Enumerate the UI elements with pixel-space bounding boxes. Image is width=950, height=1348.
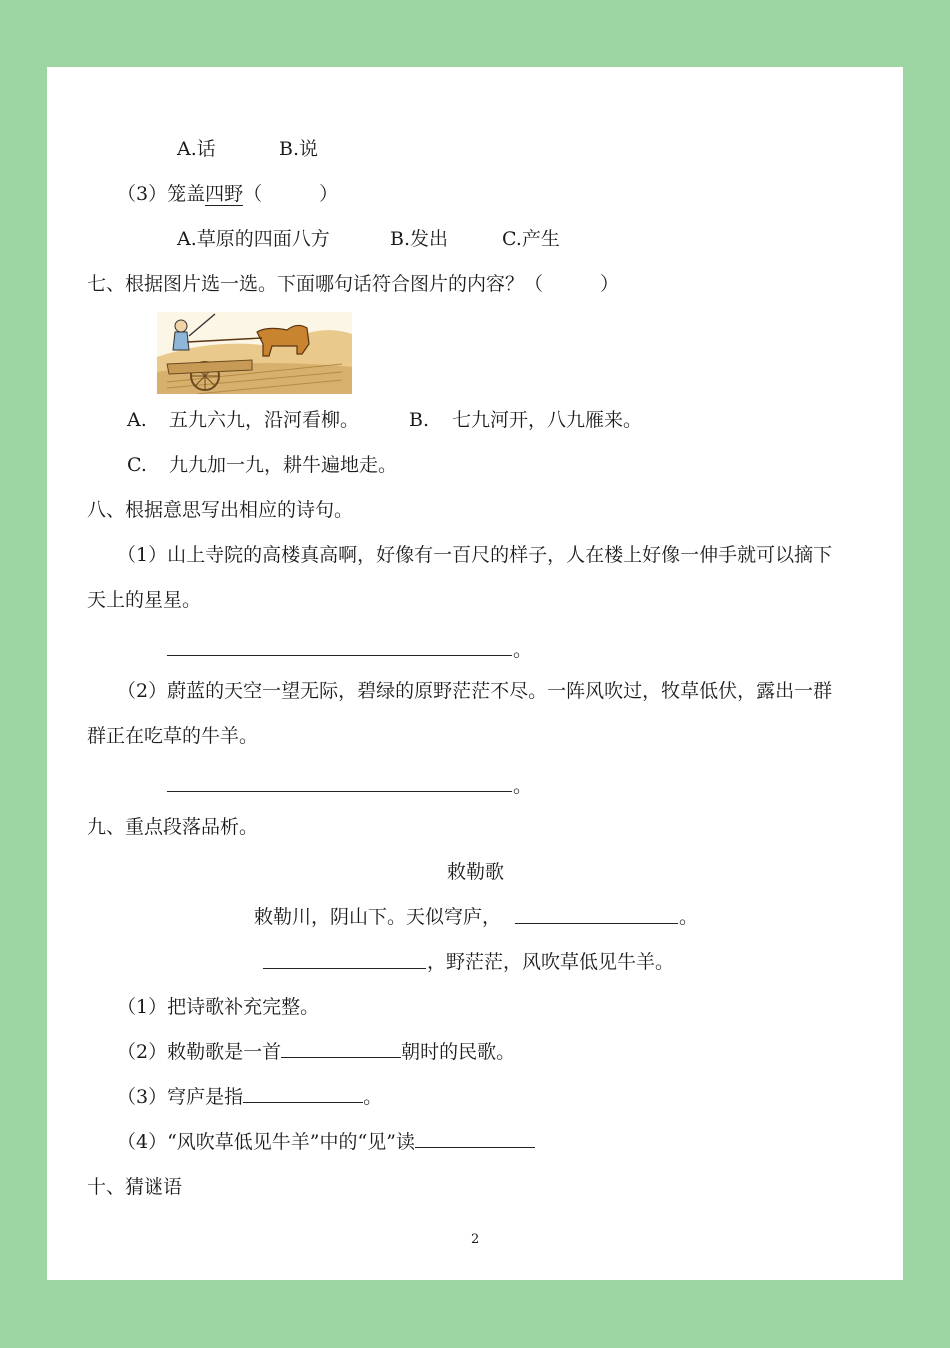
answer-blank[interactable] (167, 655, 512, 656)
question-8-title: 八、根据意思写出相应的诗句。 (87, 499, 354, 521)
option-b-label: B. (409, 409, 430, 431)
question-6-item-3: （3）笼盖四野（ ） (117, 183, 339, 205)
question-9-sub-1: （1）把诗歌补充完整。 (117, 996, 320, 1018)
worksheet-page (47, 67, 903, 1280)
question-10-title: 十、猜谜语 (87, 1176, 183, 1198)
option-a-text: 五九六九，沿河看柳。 (169, 409, 360, 431)
option-b: B.发出 (390, 228, 449, 250)
poem-blank-2[interactable] (263, 968, 426, 969)
period: 。 (679, 906, 699, 928)
question-9-sub-4: （4）“风吹草低见牛羊”中的“见”读 (117, 1129, 535, 1155)
question-9-sub-3: （3）穹庐是指 。 (117, 1086, 383, 1108)
answer-blank[interactable] (243, 1084, 363, 1103)
option-c: C.产生 (502, 228, 560, 250)
question-8-item-1: （1）山上寺院的高楼真高啊，好像有一百尺的样子，人在楼上好像一伸手就可以摘下 (117, 544, 833, 566)
poem-title: 敕勒歌 (447, 861, 505, 883)
poem-line-1: 敕勒川，阴山下。天似穹庐， (254, 906, 502, 928)
option-a-label: A. (127, 409, 147, 431)
question-8-item-2: （2）蔚蓝的天空一望无际，碧绿的原野茫茫不尽。一阵风吹过，牧草低伏，露出一群 (117, 680, 833, 702)
question-9-sub-2: （2）敕勒歌是一首 朝时的民歌。 (117, 1041, 516, 1063)
answer-blank[interactable] (167, 791, 512, 792)
option-c-label: C. (127, 454, 147, 476)
option-b: B.说 (279, 138, 319, 160)
page-number: 2 (471, 1232, 480, 1247)
question-8-item-2-cont: 群正在吃草的牛羊。 (87, 725, 259, 747)
farmer-plowing-illustration (157, 312, 352, 394)
period: 。 (513, 775, 533, 797)
question-8-item-1-cont: 天上的星星。 (87, 589, 202, 611)
answer-blank[interactable] (281, 1039, 401, 1058)
answer-blank[interactable] (415, 1129, 535, 1148)
option-b-text: 七九河开，八九雁来。 (452, 409, 643, 431)
option-c-text: 九九加一九，耕牛遍地走。 (169, 454, 398, 476)
poem-line-2: ，野茫茫，风吹草低见牛羊。 (427, 951, 675, 973)
question-7-title: 七、根据图片选一选。下面哪句话符合图片的内容？（ ） (87, 273, 620, 295)
option-a: A.草原的四面八方 (177, 228, 330, 250)
poem-blank-1[interactable] (515, 923, 678, 924)
question-9-title: 九、重点段落品析。 (87, 816, 259, 838)
option-a: A.话 (177, 138, 216, 160)
period: 。 (513, 639, 533, 661)
